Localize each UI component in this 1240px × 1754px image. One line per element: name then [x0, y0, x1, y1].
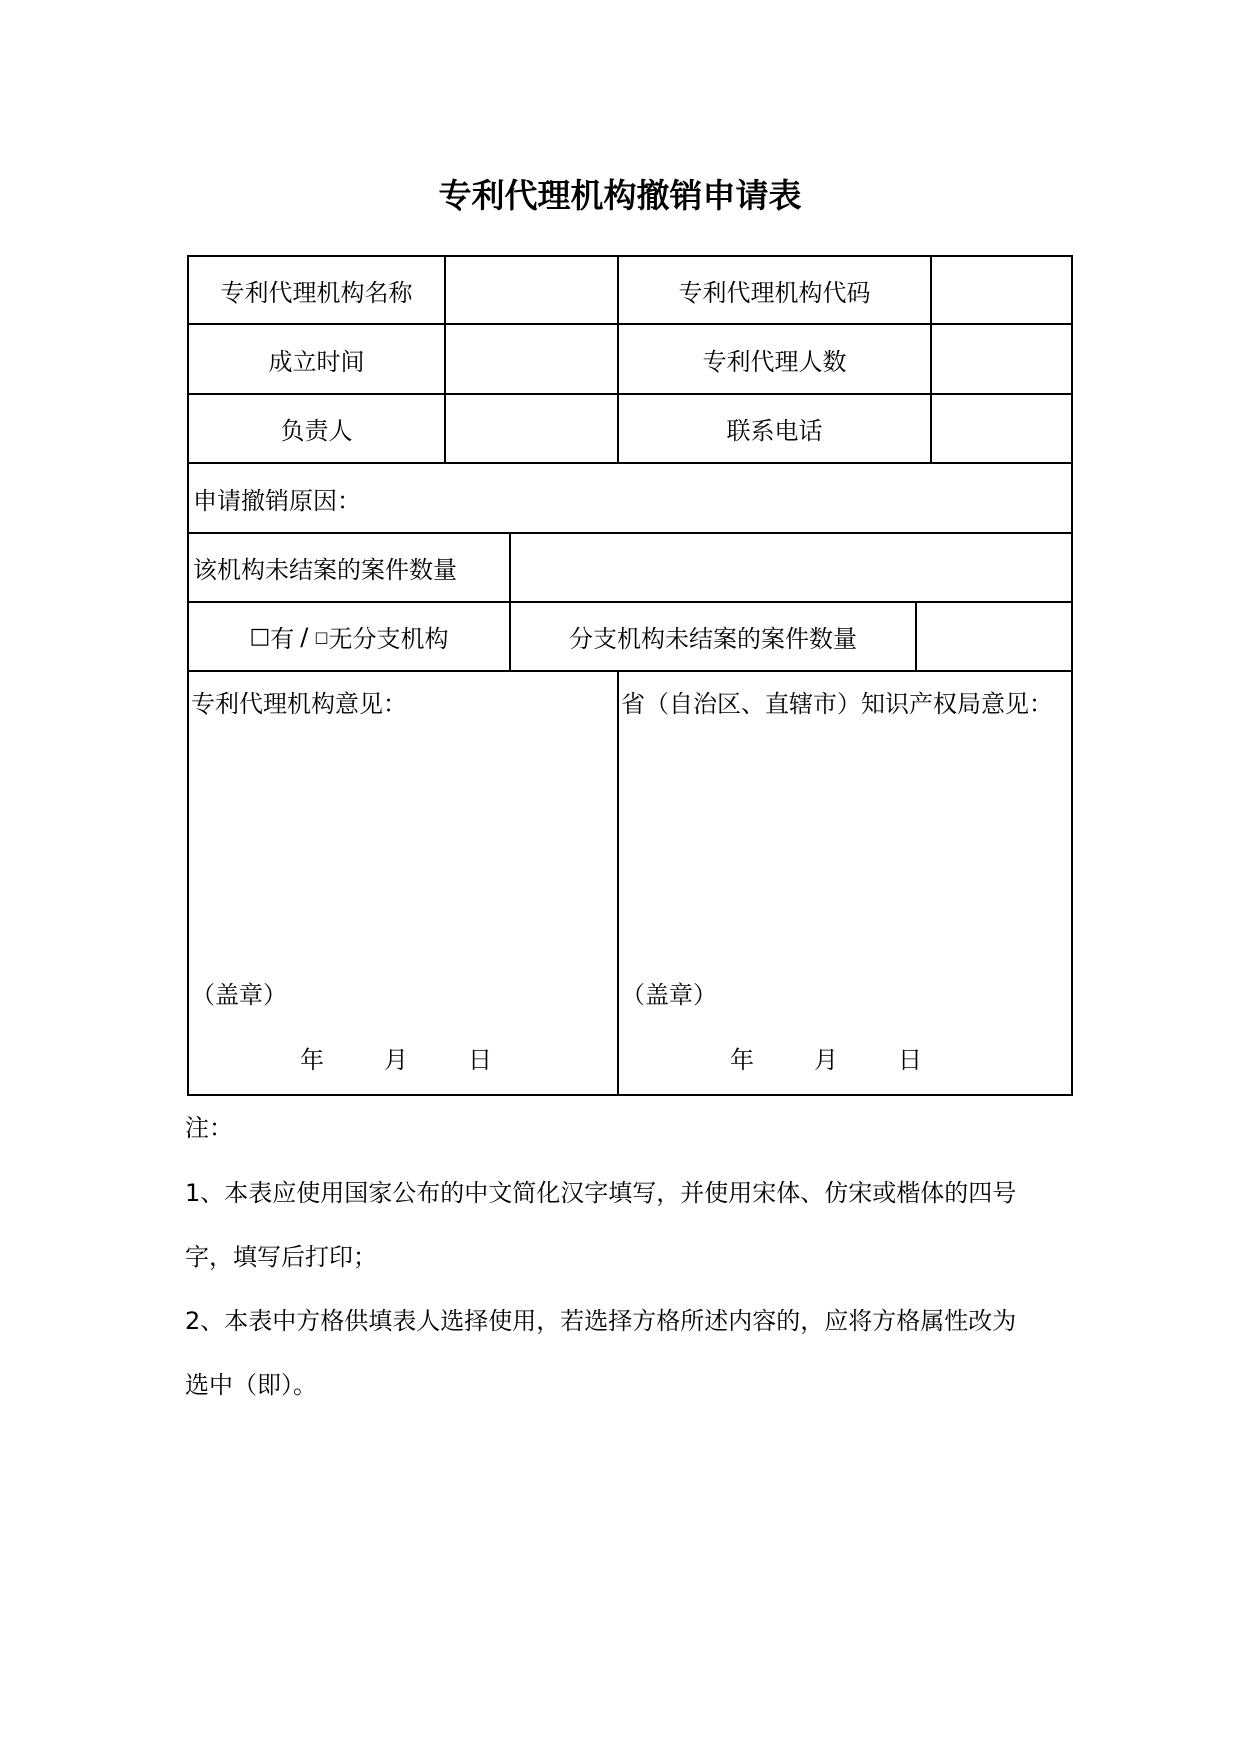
branch-option	[189, 603, 509, 670]
no-branch-label: 无分支机构	[328, 625, 449, 653]
day-label: 日	[468, 1046, 492, 1074]
notes-heading: 注：	[185, 1114, 233, 1142]
day-label: 日	[898, 1046, 922, 1074]
established-date-label: 成立时间	[268, 347, 365, 376]
agency-opinion-heading: 专利代理机构意见：	[191, 690, 407, 718]
year-label: 年	[730, 1046, 754, 1074]
note-line-2: 字，填写后打印；	[185, 1243, 377, 1271]
table-border	[1071, 255, 1073, 1096]
agent-count-label: 专利代理人数	[702, 347, 847, 376]
have-branch-label: 有	[270, 625, 295, 653]
table-border	[187, 1094, 1073, 1096]
checkbox-no-branch[interactable]: □	[314, 627, 329, 646]
branch-pending-cases-label: 分支机构未结案的案件数量	[569, 625, 857, 653]
agency-code-field[interactable]	[932, 257, 1071, 323]
pending-cases-label: 该机构未结案的案件数量	[193, 556, 457, 584]
ip-office-opinion-heading: 省（自治区、直辖市）知识产权局意见：	[621, 690, 1053, 718]
checkbox-have-branch[interactable]: □	[249, 624, 271, 649]
branch-pending-cases-field[interactable]	[917, 603, 1071, 670]
revocation-reason-label: 申请撤销原因：	[193, 486, 361, 515]
table-border	[187, 670, 1073, 672]
contact-phone-field[interactable]	[932, 395, 1071, 462]
established-date-field[interactable]	[446, 325, 617, 393]
agency-seal-label: （盖章）	[191, 981, 287, 1009]
note-line-4: 选中（即）。	[185, 1371, 317, 1399]
agency-name-field[interactable]	[446, 257, 617, 323]
agent-count-field[interactable]	[932, 325, 1071, 393]
year-label: 年	[300, 1046, 324, 1074]
contact-phone-label: 联系电话	[726, 417, 823, 445]
pending-cases-field[interactable]	[511, 534, 1071, 601]
note-line-1: 1、本表应使用国家公布的中文简化汉字填写，并使用宋体、仿宋或楷体的四号	[185, 1179, 1017, 1207]
note-line-3: 2、本表中方格供填表人选择使用，若选择方格所述内容的，应将方格属性改为	[185, 1307, 1017, 1335]
agency-code-label: 专利代理机构代码	[678, 278, 871, 307]
ip-office-seal-label: （盖章）	[621, 981, 717, 1009]
person-in-charge-field[interactable]	[446, 395, 617, 462]
table-border	[617, 670, 619, 1096]
option-separator: /	[300, 622, 309, 651]
month-label: 月	[384, 1046, 408, 1074]
month-label: 月	[814, 1046, 838, 1074]
agency-name-label: 专利代理机构名称	[220, 278, 413, 307]
person-in-charge-label: 负责人	[280, 417, 353, 445]
page-title: 专利代理机构撤销申请表	[438, 176, 802, 215]
